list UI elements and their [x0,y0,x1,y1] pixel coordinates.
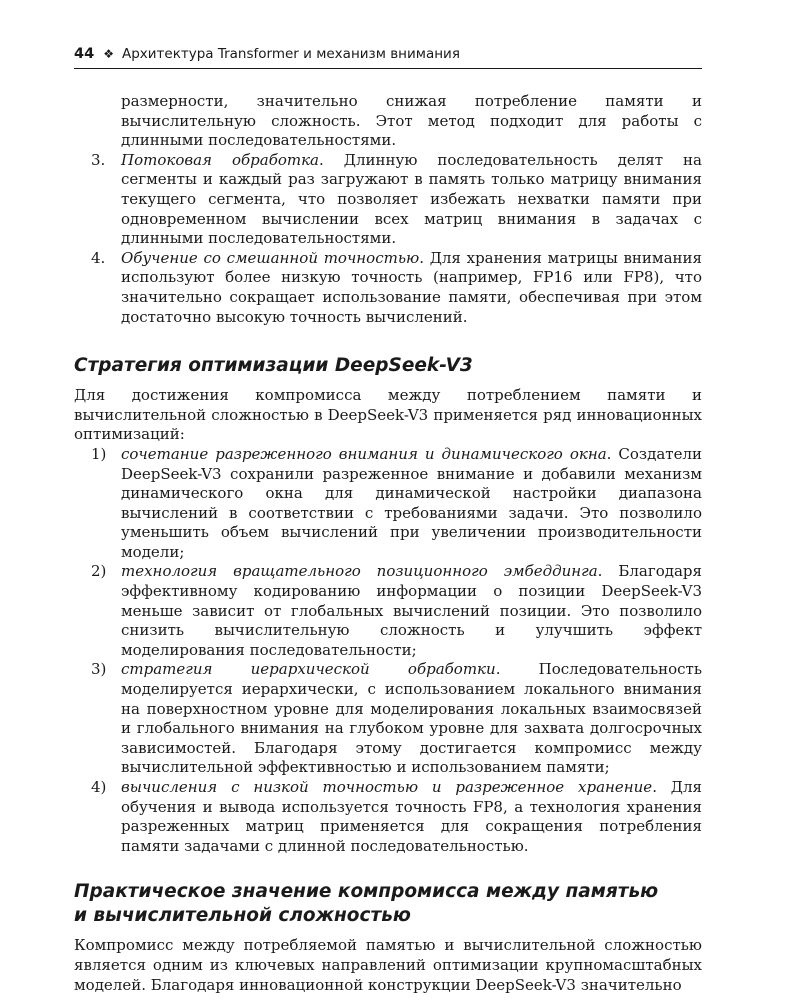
list-item-text [121,151,702,249]
list-item-term: Обучение со смешанной точностью [121,248,420,267]
section-heading-optimization: Стратегия оптимизации DeepSeek-V3 [74,355,473,377]
list-item-number: 4) [91,778,107,796]
section-heading-line: и вычислительной сложностью [74,905,411,927]
section-heading-line: Практическое значение компромисса между памятью [74,881,659,903]
list-item-text [121,778,702,856]
list-item-continuation: размерности, значительно снижая потребление памяти и вычислительную сложность. Этот метод подходит для работы с длинными последовательностями. [121,92,702,150]
list-item-text [121,562,702,660]
running-header [74,46,702,69]
list-item-term: Потоковая обработка [121,150,320,169]
list-item [74,660,702,778]
list-item-body: . Создатели DeepSeek-V3 сохранили разреженное внимание и добавили механизм динамического окна для динамической настройки диапазона вычислений в соответствии с требованиями задачи. Это позволило уменьшить объем вычислений при увеличении производительности модели; [121,444,702,561]
list-item-number: 4. [91,248,106,267]
list-item-term: сочетание разреженного внимания и динамического окна [121,444,607,463]
list-item-body: . Для хранения матрицы внимания используют более низкую точность (например, FP16 или FP8), что значительно сокращает использование памяти, обеспечивая при этом достаточно высокую точность вычислений. [121,248,702,326]
list-item [74,778,702,856]
section-heading-practical [74,880,702,928]
list-item-term: технология вращательного позиционного эмбеддинга [121,562,598,581]
list-item-number: 2) [91,562,107,581]
list-item [74,151,702,249]
list-item-body: . Благодаря эффективному кодированию информации о позиции DeepSeek-V3 меньше зависит от глобальных вычислений позиции. Это позволило снизить вычислительную сложность и улучшить эффект моделирования последовательности; [121,562,702,659]
section-intro-paragraph: Для достижения компромисса между потреблением памяти и вычислительной сложностью в DeepSeek-V3 применяется ряд инновационных оптимизаций: [74,386,702,444]
list-item-body: . Длинную последовательность делят на сегменты и каждый раз загружают в память только матрицу внимания текущего сегмента, что позволяет избежать нехватки памяти при одновременном вычислении всех матриц внимания в задачах с длинными последовательностями. [121,150,702,248]
diamond-separator-icon: ❖ [103,47,114,61]
book-page [74,46,702,995]
list-item [74,445,702,563]
strategy-list [74,445,702,856]
list-item-number: 3) [91,660,107,679]
list-item-term: стратегия иерархической обработки [121,660,496,679]
list-item [74,249,702,327]
numbered-list [74,151,702,327]
body-paragraph: Компромисс между потребляемой памятью и вычислительной сложностью является одним из ключевых направлений оптимизации крупномасштабных моделей. Благодаря инновационной конструкции DeepSeek-V3 значительно [74,936,702,994]
list-item-text [121,660,702,778]
list-item-text [121,445,702,563]
list-item-text [121,249,702,327]
list-item [74,562,702,660]
list-item-body: . Для обучения и вывода используется точность FP8, а технология хранения разреженных матриц применяется для сокращения потребления памяти задачами с длинной последовательностью. [121,778,702,855]
page-number: 44 [74,46,95,62]
list-item-body: . Последовательность моделируется иерархически, с использованием локального внимания на поверхностном уровне для моделирования локальных взаимосвязей и глобального внимания на глубоком уровне для захвата долгосрочных зависимостей. Благодаря этому достигается компромисс между вычислительной эффективностью и использованием памяти; [121,660,702,777]
list-item-number: 3. [91,150,106,169]
page-content [74,92,702,995]
list-item-term: вычисления с низкой точностью и разреженное хранение [121,778,653,796]
list-item-number: 1) [91,444,107,463]
chapter-title: Архитектура Transformer и механизм внимания [121,46,460,62]
